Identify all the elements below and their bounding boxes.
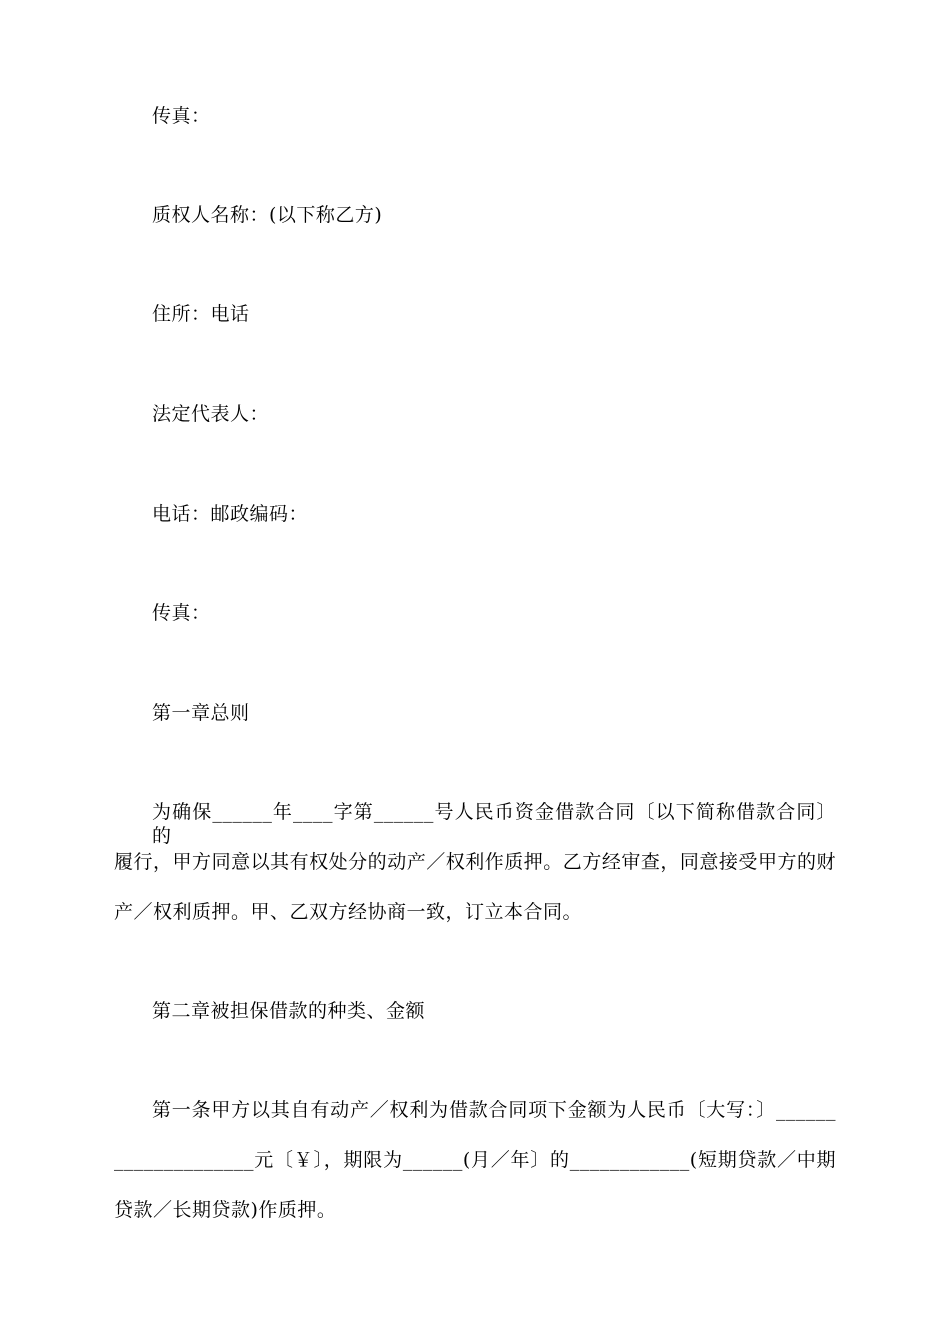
chapter-1-heading: 第一章总则 bbox=[152, 702, 250, 724]
paragraph-1-line-3: 产／权利质押。甲、乙双方经协商一致，订立本合同。 bbox=[114, 901, 583, 923]
article-1-line-3: 贷款／长期贷款)作质押。 bbox=[114, 1199, 337, 1221]
phone-postcode-line: 电话：邮政编码： bbox=[152, 503, 309, 525]
chapter-2-heading: 第二章被担保借款的种类、金额 bbox=[152, 1000, 426, 1022]
article-1-line-2: ______________元〔￥〕，期限为______(月／年〕的____________(短期贷款／中期 bbox=[114, 1149, 836, 1171]
pledgee-name-line: 质权人名称：(以下称乙方) bbox=[152, 204, 383, 226]
paragraph-1-line-1: 为确保______年____字第______号人民币资金借款合同〔以下简称借款合同〕的 bbox=[152, 801, 836, 847]
fax-line-2: 传真： bbox=[152, 602, 211, 624]
legal-rep-line: 法定代表人： bbox=[152, 403, 270, 425]
article-1-line-1: 第一条甲方以其自有动产／权利为借款合同项下金额为人民币〔大写：〕______ bbox=[152, 1099, 836, 1121]
address-phone-line: 住所：电话 bbox=[152, 303, 250, 325]
paragraph-1-line-2: 履行，甲方同意以其有权处分的动产／权利作质押。乙方经审查，同意接受甲方的财 bbox=[114, 851, 836, 873]
fax-line-1: 传真： bbox=[152, 105, 211, 127]
